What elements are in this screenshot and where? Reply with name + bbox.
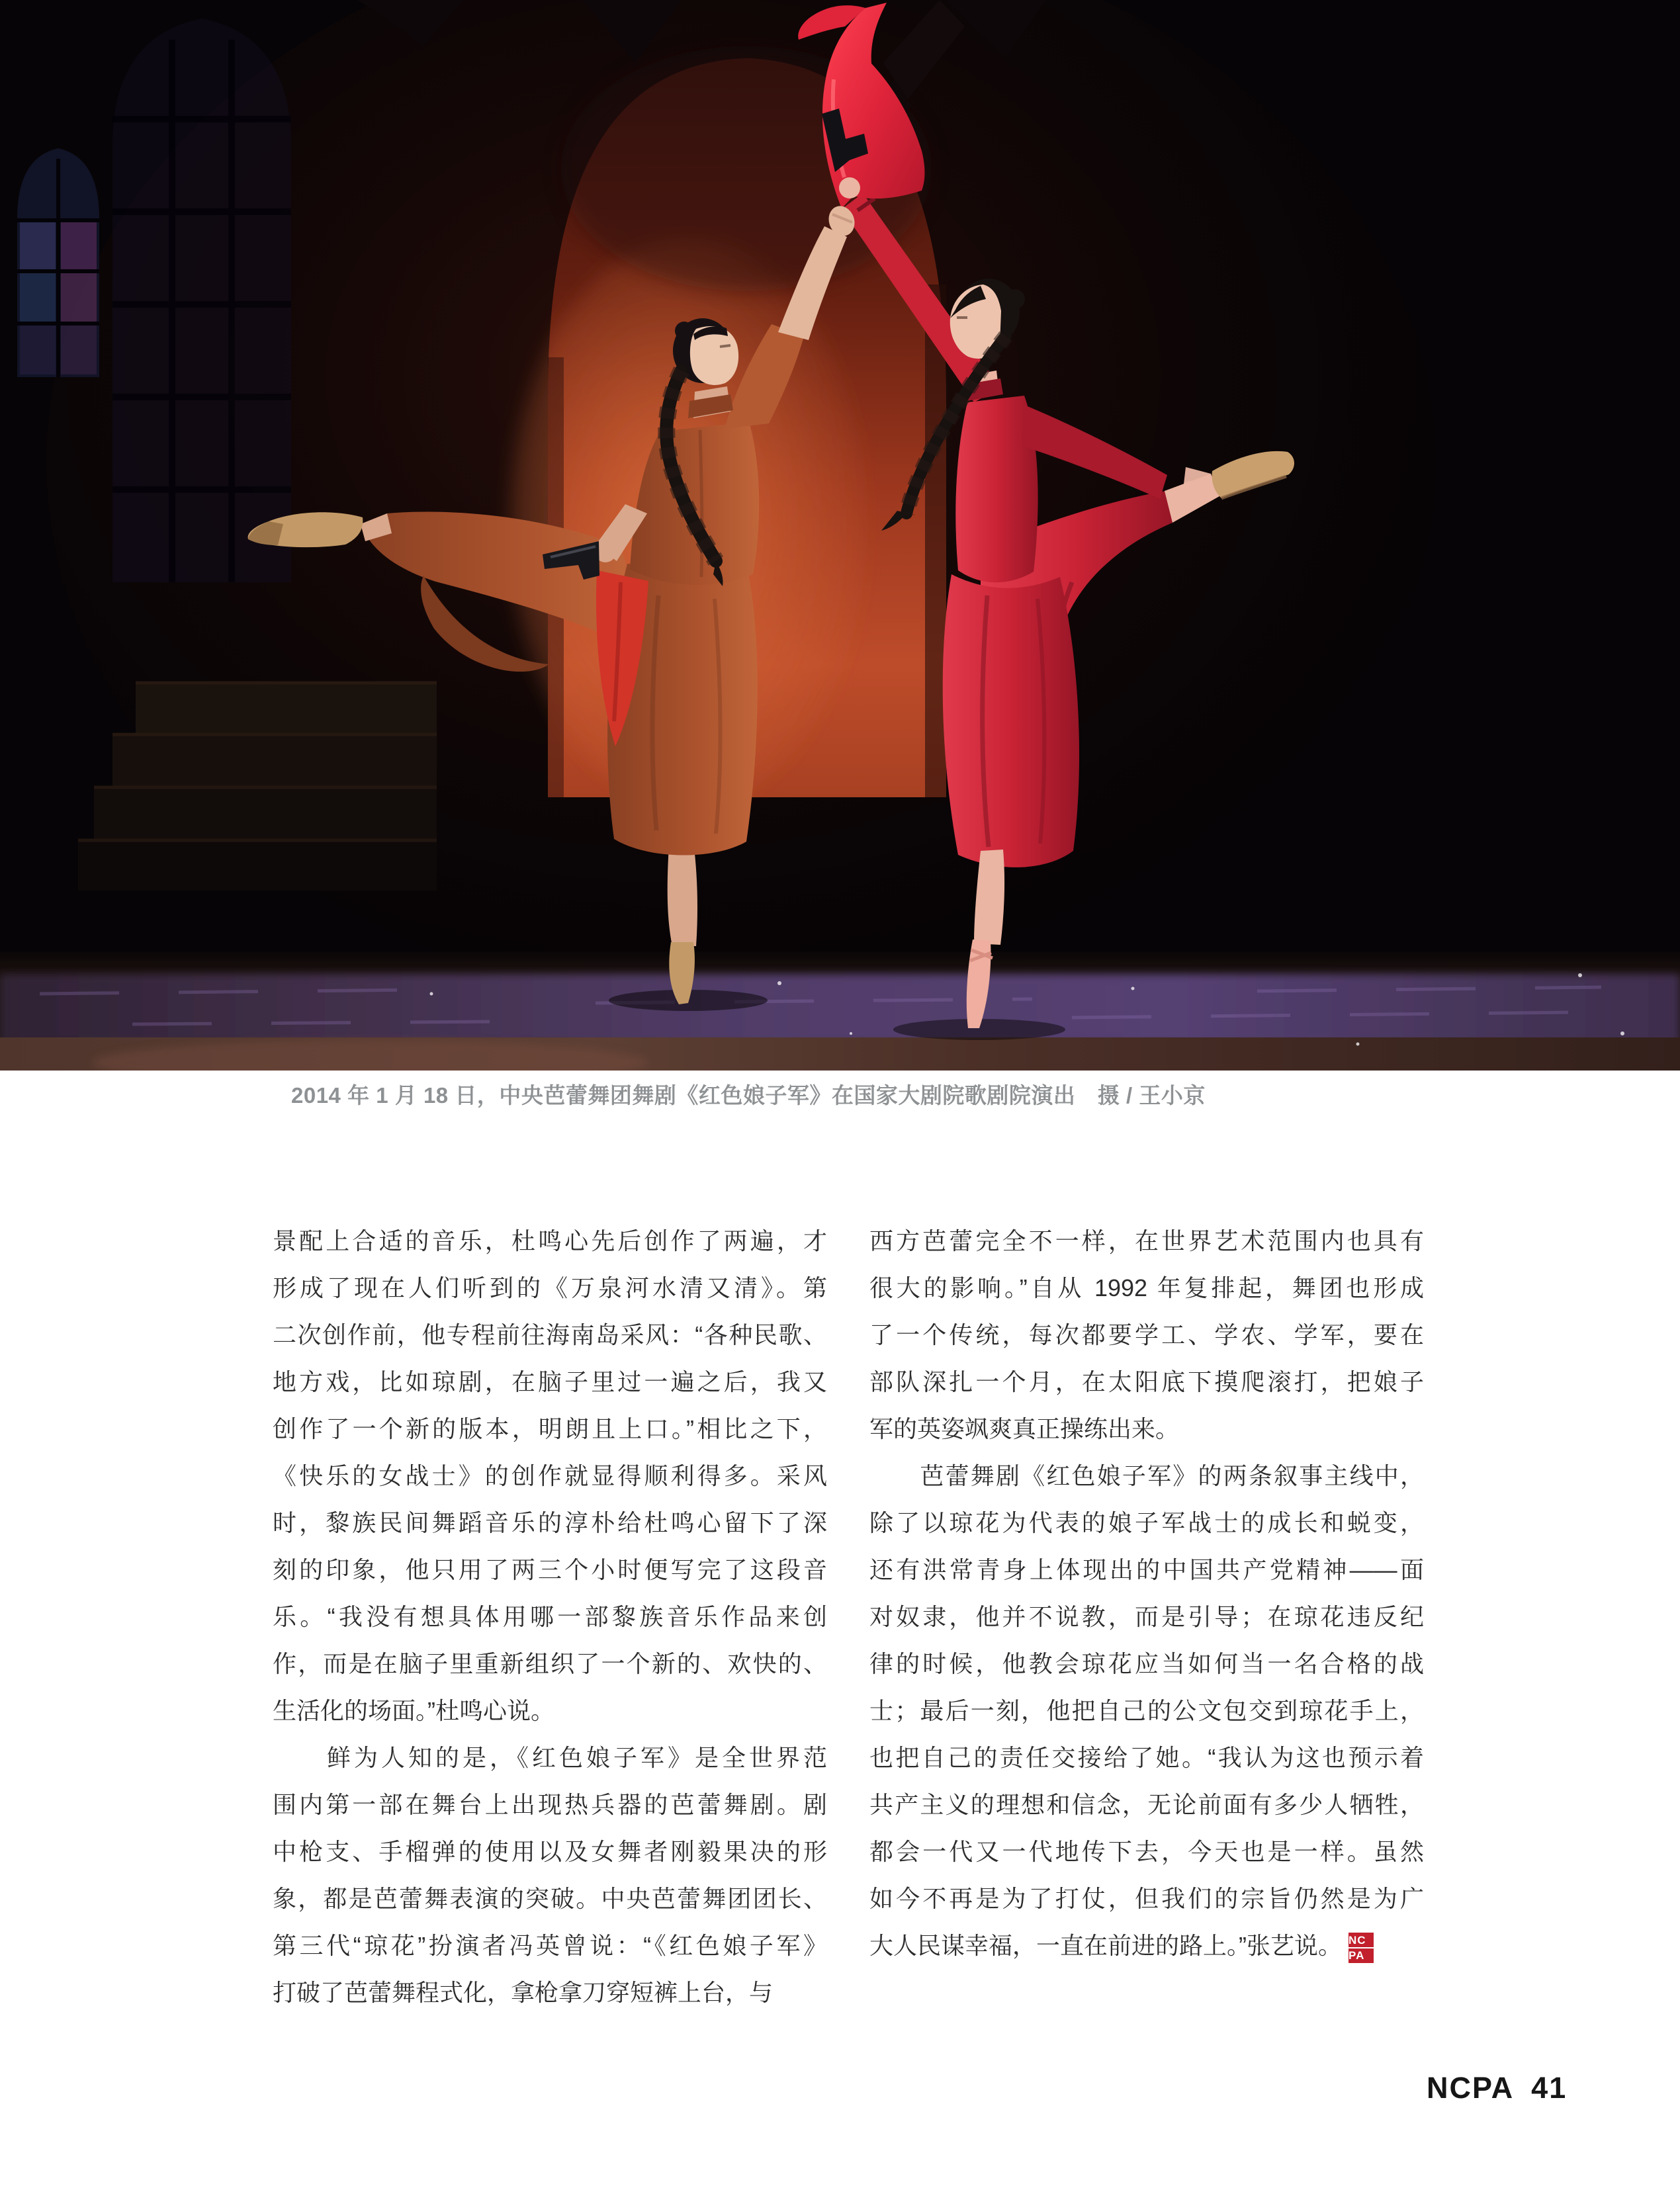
- text-line: 对奴隶，他并不说教，而是引导；在琼花违反纪: [869, 1603, 1424, 1630]
- text-line: 军的英姿飒爽真正操练出来。: [869, 1415, 1180, 1442]
- page-number: 41: [1531, 2071, 1568, 2105]
- text-line: 芭蕾舞剧《红色娘子军》的两条叙事主线中，: [869, 1462, 1424, 1489]
- text-line: 作，而是在脑子里重新组织了一个新的、欢快的、: [273, 1650, 827, 1677]
- text-line: 生活化的场面。”杜鸣心说。: [273, 1697, 554, 1724]
- ncpa-end-mark: $\frac{NC}{PA}$: [1348, 1933, 1374, 1963]
- text-line: 大人民谋幸福，一直在前进的路上。”张艺说。 $\frac{NC}{PA}$: [869, 1922, 1424, 1969]
- article-column-left: [273, 1217, 827, 2016]
- text-line: 鲜为人知的是，《红色娘子军》是全世界范: [273, 1744, 827, 1771]
- text-line: 都会一代又一代地传下去，今天也是一样。虽然: [869, 1838, 1424, 1865]
- article-column-right: [869, 1217, 1424, 1969]
- text-line: 乐。“我没有想具体用哪一部黎族音乐作品来创: [273, 1603, 827, 1630]
- text-line: 《快乐的女战士》的创作就显得顺利得多。采风: [273, 1462, 827, 1489]
- text-line: 如今不再是为了打仗，但我们的宗旨仍然是为广: [869, 1885, 1424, 1912]
- stage-photo: [0, 0, 1680, 1071]
- text-line: 打破了芭蕾舞程式化，拿枪拿刀穿短裤上台，与: [273, 1979, 774, 2006]
- text-line: 除了以琼花为代表的娘子军战士的成长和蜕变，: [869, 1509, 1424, 1536]
- text-line: 时，黎族民间舞蹈音乐的淳朴给杜鸣心留下了深: [273, 1509, 827, 1536]
- text-line: 第三代“琼花”扮演者冯英曾说：“《红色娘子军》: [273, 1932, 827, 1959]
- text-line: 围内第一部在舞台上出现热兵器的芭蕾舞剧。剧: [273, 1791, 827, 1818]
- photo-caption: 2014 年 1 月 18 日，中央芭蕾舞团舞剧《红色娘子军》在国家大剧院歌剧院演出 摄 / 王小京: [291, 1083, 1206, 1108]
- footer-brand: NCPA: [1427, 2071, 1515, 2105]
- page-footer: [1427, 2070, 1567, 2107]
- text-line: 共产主义的理想和信念，无论前面有多少人牺牲，: [869, 1791, 1424, 1818]
- text-line: 形成了现在人们听到的《万泉河水清又清》。第: [273, 1274, 827, 1301]
- text-line: 士；最后一刻，他把自己的公文包交到琼花手上，: [869, 1697, 1424, 1724]
- text-line: 部队深扎一个月，在太阳底下摸爬滚打，把娘子: [869, 1368, 1424, 1395]
- text-line: 律的时候，他教会琼花应当如何当一名合格的战: [869, 1650, 1424, 1677]
- text-line: 很大的影响。”自从 1992 年复排起，舞团也形成: [869, 1274, 1424, 1301]
- text-line: 刻的印象，他只用了两三个小时便写完了这段音: [273, 1556, 827, 1583]
- text-line: 也把自己的责任交接给了她。“我认为这也预示着: [869, 1744, 1424, 1771]
- text-line: 中枪支、手榴弹的使用以及女舞者刚毅果决的形: [273, 1838, 827, 1865]
- text-line: 西方芭蕾完全不一样，在世界艺术范围内也具有: [869, 1227, 1424, 1254]
- stage-floor: [0, 951, 1680, 1071]
- text-line: 景配上合适的音乐，杜鸣心先后创作了两遍，才: [273, 1227, 827, 1254]
- text-line: 地方戏，比如琼剧，在脑子里过一遍之后，我又: [273, 1368, 827, 1395]
- text-line: 了一个传统，每次都要学工、学农、学军，要在: [869, 1321, 1424, 1348]
- text-line: 象，都是芭蕾舞表演的突破。中央芭蕾舞团团长、: [273, 1885, 827, 1912]
- text-line: 还有洪常青身上体现出的中国共产党精神——面: [869, 1556, 1424, 1583]
- text-line: 二次创作前，他专程前往海南岛采风：“各种民歌、: [273, 1321, 827, 1348]
- text-line: 创作了一个新的版本，明朗且上口。”相比之下，: [273, 1415, 827, 1442]
